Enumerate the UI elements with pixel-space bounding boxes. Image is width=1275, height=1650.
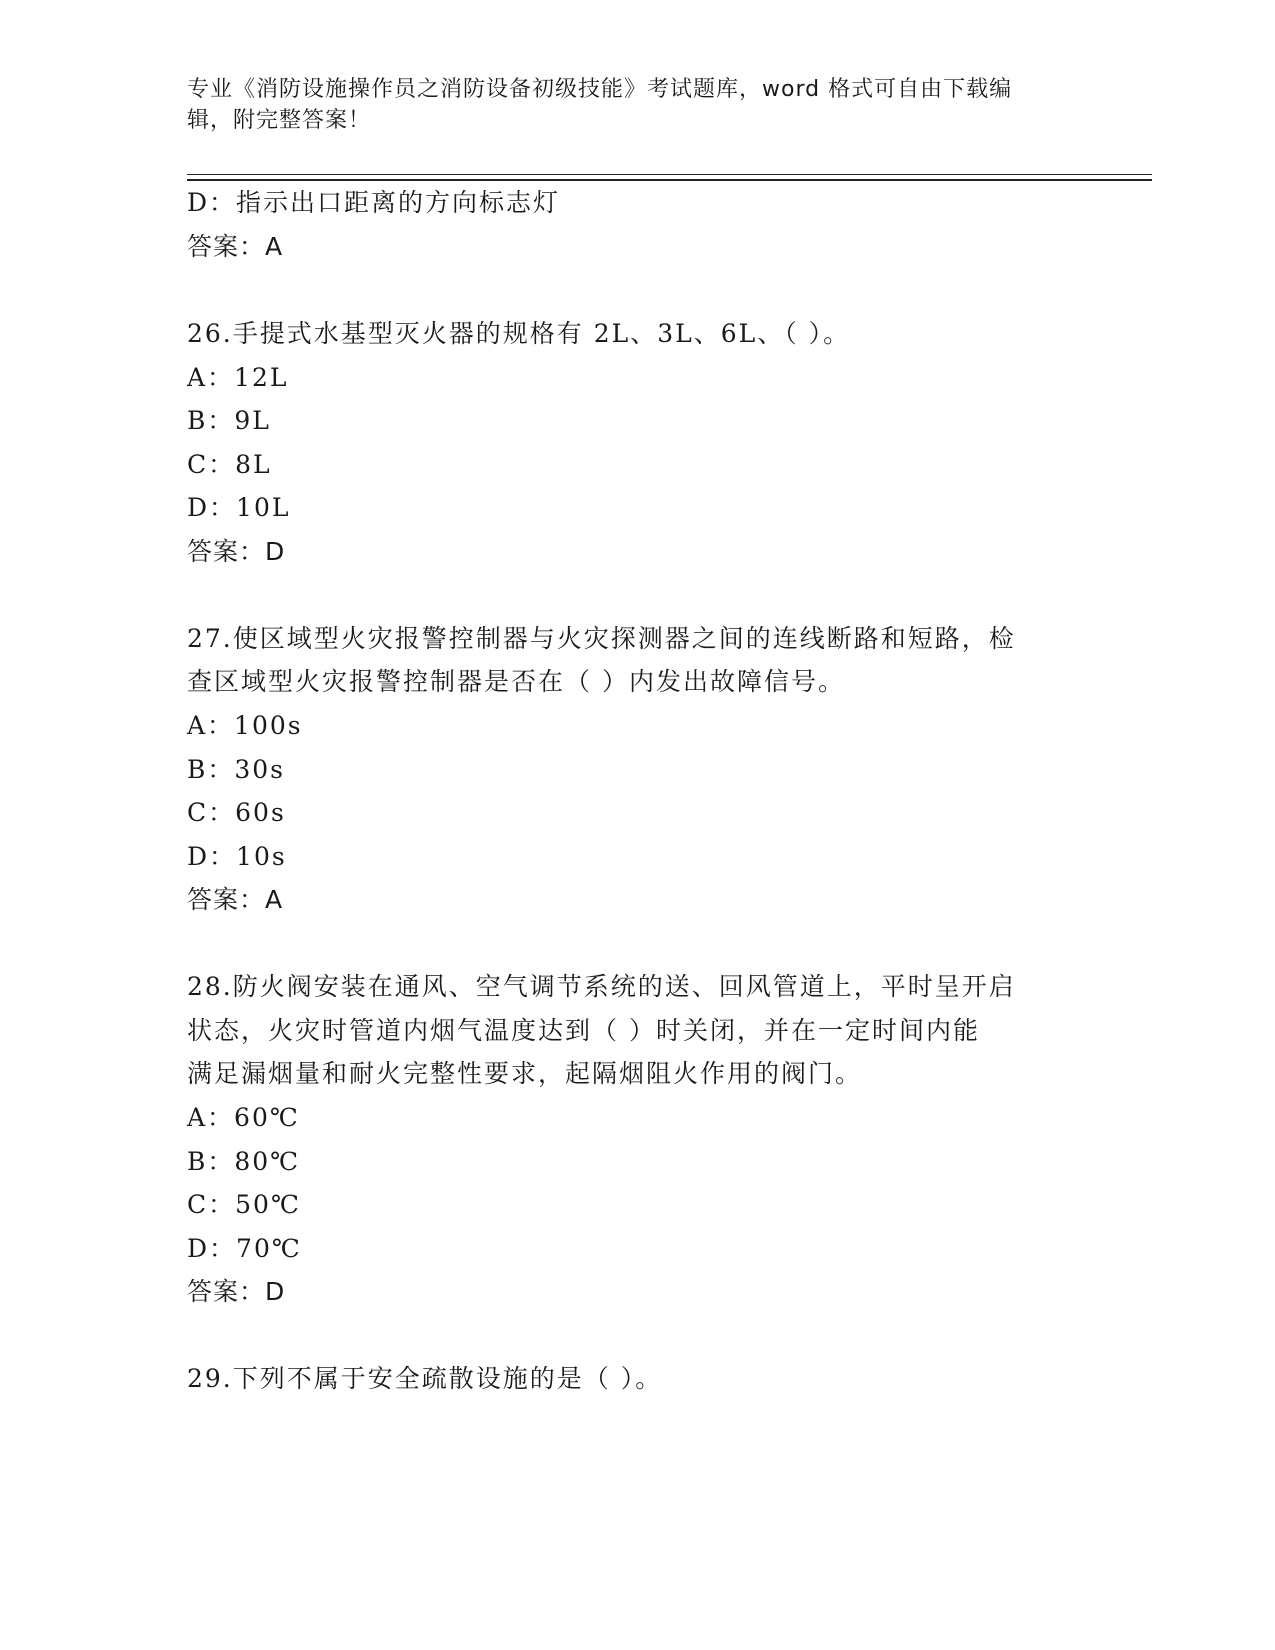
q27-option-b: B：30s (187, 755, 286, 784)
q28-option-a: A：60℃ (187, 1103, 300, 1132)
q26-option-c: C：8L (187, 450, 272, 479)
header-line-1: 专业《消防设施操作员之消防设备初级技能》考试题库，word 格式可自由下载编 (187, 77, 1013, 102)
q27-option-d: D：10s (187, 842, 287, 871)
q27-answer: 答案：A (187, 885, 284, 914)
q26-option-b: B：9L (187, 406, 271, 435)
q28-option-c: C：50℃ (187, 1190, 301, 1219)
q27-stem-line-1: 27.使区域型火灾报警控制器与火灾探测器之间的连线断路和短路，检 (187, 624, 1016, 653)
header-line-2: 辑，附完整答案！ (187, 108, 372, 133)
q28-option-b: B：80℃ (187, 1147, 301, 1176)
q27-stem-line-2: 查区域型火灾报警控制器是否在（ ）内发出故障信号。 (187, 667, 845, 696)
q28-answer: 答案：D (187, 1277, 286, 1306)
q28-stem-line-1: 28.防火阀安装在通风、空气调节系统的送、回风管道上，平时呈开启 (187, 972, 1016, 1001)
q27-option-c: C：60s (187, 798, 286, 827)
q26-option-d: D：10L (187, 493, 291, 522)
q28-stem-line-3: 满足漏烟量和耐火完整性要求，起隔烟阻火作用的阀门。 (187, 1059, 863, 1088)
q26-option-a: A：12L (187, 363, 289, 392)
prev-option-d: D：指示出口距离的方向标志灯 (187, 188, 561, 217)
q26-stem-line-1: 26.手提式水基型灭火器的规格有 2L、3L、6L、（ ）。 (187, 319, 851, 348)
q28-stem-line-2: 状态，火灾时管道内烟气温度达到（ ）时关闭，并在一定时间内能 (187, 1016, 980, 1045)
q27-option-a: A：100s (187, 711, 303, 740)
q29-stem-line-1: 29.下列不属于安全疏散设施的是（ ）。 (187, 1364, 663, 1393)
header-divider-thin (187, 174, 1152, 175)
prev-answer: 答案：A (187, 232, 284, 261)
header-divider-thick (187, 179, 1152, 181)
document-header (187, 74, 1067, 136)
q26-answer: 答案：D (187, 537, 286, 566)
q28-option-d: D：70℃ (187, 1234, 302, 1263)
